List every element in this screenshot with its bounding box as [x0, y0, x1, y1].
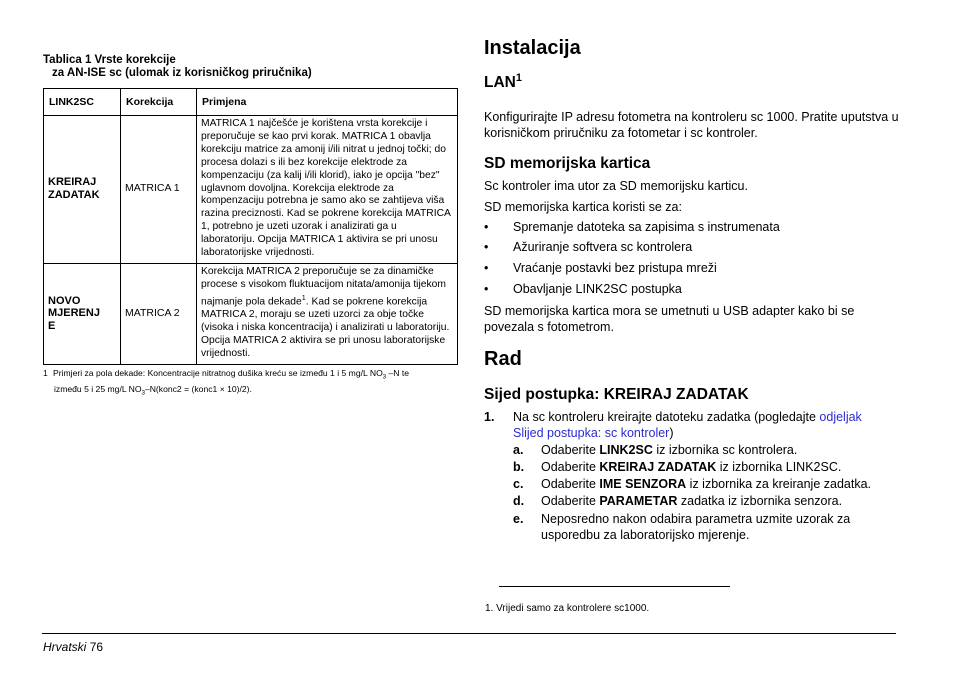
substep-text [541, 476, 901, 492]
bullet-icon: • [484, 282, 489, 296]
substep-pre: Odaberite [541, 477, 600, 491]
cell-term [44, 263, 121, 364]
paragraph-sd-2: SD memorijska kartica koristi se za: [484, 200, 682, 214]
cell-term-line2: MJERENJ [48, 307, 100, 320]
subscript: 3 [382, 374, 387, 381]
heading-lan-text: LAN [484, 74, 516, 92]
substep-text: Neposredno nakon odabira parametra uzmite uzorak za usporedbu za laboratorijsko mjerenje. [541, 512, 851, 542]
table-caption-line2: za AN-ISE sc (ulomak iz korisničkog priručnika) [52, 67, 312, 79]
table-footnote-text-d: –N(konc2 = (konc1 × 10)/2). [144, 384, 252, 395]
footnote: 1. Vrijedi samo za kontrolere sc1000. [485, 603, 650, 614]
footer-rule [42, 633, 896, 634]
cell-correction: MATRICA 1 [121, 116, 197, 264]
correction-table [43, 88, 458, 365]
table-footnote [43, 368, 463, 400]
paragraph-sd-1: Sc kontroler ima utor za SD memorijsku karticu. [484, 179, 748, 193]
substep-letter: b. [513, 460, 525, 474]
substep-post: iz izbornika sc kontrolera. [652, 443, 798, 457]
heading-sd-kartica: SD memorijska kartica [484, 155, 651, 172]
table-caption-line1: Tablica 1 Vrste korekcije [43, 54, 176, 66]
substep-post: iz izbornika LINK2SC. [716, 460, 842, 474]
cell-term-line1: NOVO [48, 294, 81, 307]
cell-correction: MATRICA 2 [121, 263, 197, 364]
substep-post: zadatka iz izbornika senzora. [677, 494, 843, 508]
footnote-ref: 1 [515, 72, 522, 84]
table-row [44, 263, 458, 364]
list-item-text: Spremanje datoteka sa zapisima s instrumenata [513, 220, 780, 234]
bullet-icon: • [484, 240, 489, 254]
list-item-text: Vraćanje postavki bez pristupa mreži [513, 261, 717, 275]
step-number: 1. [484, 410, 495, 424]
table-footnote-text-c: između 5 i 25 mg/L NO [54, 384, 142, 395]
step-text [513, 409, 893, 441]
footnote-separator [499, 586, 730, 587]
substep-letter: e. [513, 512, 524, 526]
cell-term-line3: E [48, 319, 56, 332]
table-row [44, 116, 458, 264]
substep-bold: IME SENZORA [599, 477, 687, 491]
substep-bold: LINK2SC [599, 443, 653, 457]
subscript: 3 [141, 390, 145, 397]
heading-rad: Rad [484, 348, 522, 370]
table-header-row [44, 89, 458, 116]
step-text-tail: ) [669, 426, 674, 440]
page-footer [43, 640, 103, 654]
cell-term: KREIRAJ ZADATAK [44, 116, 121, 264]
substep-pre: Odaberite [541, 460, 600, 474]
substep-letter: d. [513, 494, 525, 508]
substep-text [541, 493, 901, 509]
cell-application: MATRICA 1 najčešće je korištena vrsta korekcije i preporučuje se kao prvi korak. MATRICA 1 obavlja korekciju matrice za amonij i/ili nitrat u jednoj točki; do procesa dolazi s ili bez korekcije elektrode za kompenzaciju (za kalij i/ili klorid), iako je opcija "bez" uglavnom dovoljna. Korekcija elektrode za kompenzaciju potrebna je samo ako se zahtijeva viša razina preciznosti. Kad se pokrene korekcija MATRICA 1, potrebno je uzeti uzorak i analizirati ga u laboratoriju. Opcija MATRICA 1 aktivira se pri unosu laboratorijske vrijednosti. [197, 116, 458, 264]
substep-pre: Odaberite [541, 443, 600, 457]
substep-bold: KREIRAJ ZADATAK [599, 460, 717, 474]
heading-instalacija: Instalacija [484, 37, 581, 59]
heading-sijed-postupka: Sijed postupka: KREIRAJ ZADATAK [484, 386, 749, 403]
cell-application-part-b: . Kad se pokrene korekcija MATRICA 2, moraju se uzeti uzorci za obje točke (visoka i niska koncentracija) i analizirati u laboratoriju. Opcija MATRICA 2 aktivira se pri unosu laboratorijske vrijednosti. [201, 296, 450, 359]
cross-reference-link[interactable]: odjeljak Slijed postupka: sc kontroler [513, 410, 862, 440]
footnote-ref: 1 [301, 292, 306, 302]
header-primjena: Primjena [197, 89, 458, 116]
paragraph-lan: Konfigurirajte IP adresu fotometra na kontroleru sc 1000. Pratite uputstva u korisničkom priručniku za fotometar i sc kontroler. [484, 110, 899, 140]
substep-bold: PARAMETAR [599, 494, 678, 508]
bullet-icon: • [484, 261, 489, 275]
table-footnote-text-a: Primjeri za pola dekade: Koncentracije nitratnog dušika kreću se između 1 i 5 mg/L NO [53, 368, 383, 378]
substep-text [541, 442, 901, 458]
substep-post: iz izbornika za kreiranje zadatka. [686, 477, 871, 491]
list-item-text: Ažuriranje softvera sc kontrolera [513, 240, 693, 254]
page-number: 76 [89, 640, 104, 654]
list-item-text: Obavljanje LINK2SC postupka [513, 282, 682, 296]
bullet-icon: • [484, 220, 489, 234]
cell-application [197, 263, 458, 364]
cell-application-part-a: Korekcija MATRICA 2 preporučuje se za dinamičke procese s visokom fluktuacijom nitata/amonija tijekom najmanje pola dekade [201, 265, 446, 308]
footer-language: Hrvatski [43, 640, 87, 654]
substep-pre: Odaberite [541, 494, 600, 508]
header-link2sc: LINK2SC [44, 89, 121, 116]
step-text-lead: Na sc kontroleru kreirajte datoteku zadatka (pogledajte [513, 410, 820, 424]
table-footnote-text-b: –N te [386, 368, 410, 378]
table-caption [43, 54, 312, 80]
table-footnote-number: 1 [43, 368, 48, 378]
substep-letter: a. [513, 443, 524, 457]
substep-letter: c. [513, 477, 524, 491]
header-korekcija: Korekcija [121, 89, 197, 116]
substep-text [541, 459, 901, 475]
heading-lan [484, 72, 522, 92]
paragraph-sd-3: SD memorijska kartica mora se umetnuti u USB adapter kako bi se povezala s fotometrom. [484, 304, 855, 334]
